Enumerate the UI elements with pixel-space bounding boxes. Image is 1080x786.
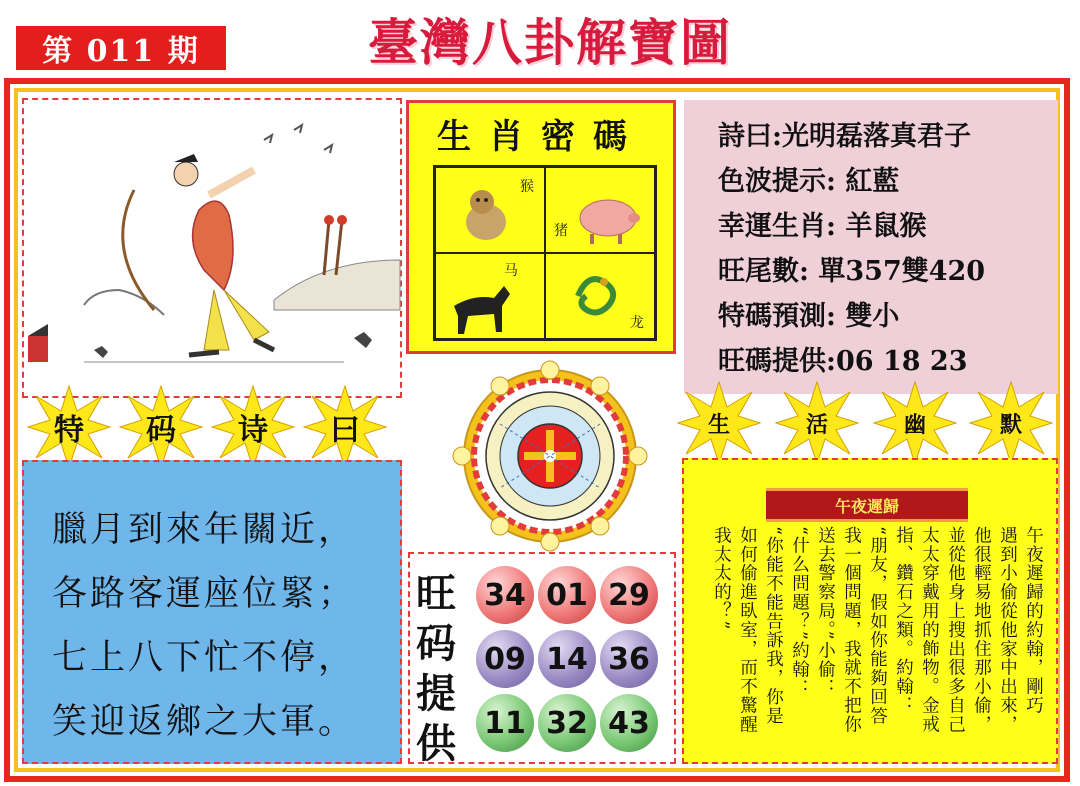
info-line-tail-numbers: 旺尾數: 單357雙420 xyxy=(718,256,986,287)
zodiac-code-box xyxy=(406,100,676,354)
star-badge xyxy=(210,384,296,470)
star-label: 曰 xyxy=(330,413,360,448)
story-column: 我太太的？” xyxy=(711,526,732,631)
monkey-icon xyxy=(454,184,514,244)
story-column: 他很輕易地抓住那小偷， xyxy=(971,526,992,734)
star-label: 诗 xyxy=(238,413,268,448)
pig-icon xyxy=(572,190,642,246)
zodiac-cell-dragon xyxy=(545,253,655,339)
story-column: 太太穿戴用的飾物。金戒 xyxy=(919,526,940,734)
number-ball: 43 xyxy=(600,694,658,752)
story-column: 指、鑽石之類。約翰： xyxy=(893,526,914,715)
page-title: 臺灣八卦解寶圖 xyxy=(368,13,732,72)
story-column: “朋友，假如你能夠回答 xyxy=(867,526,888,726)
number-ball: 11 xyxy=(476,694,534,752)
info-line-lucky-zodiac: 幸運生肖: 羊鼠猴 xyxy=(718,211,927,242)
star-label: 码 xyxy=(146,413,176,448)
dragon-icon xyxy=(568,266,628,322)
number-ball: 09 xyxy=(476,630,534,688)
horse-icon xyxy=(444,276,514,336)
story-column: 遇到小偷從他家中出來， xyxy=(997,526,1018,734)
zodiac-grid xyxy=(433,165,657,341)
zodiac-label: 马 xyxy=(504,263,518,279)
archer-illustration xyxy=(22,98,402,398)
poem-line: 笑迎返鄉之大軍。 xyxy=(52,702,357,742)
poem-line: 各路客運座位緊； xyxy=(52,574,357,614)
info-panel xyxy=(684,100,1058,394)
star-badge xyxy=(118,384,204,470)
star-badge xyxy=(968,380,1054,466)
star-badge xyxy=(26,384,112,470)
number-ball: 14 xyxy=(538,630,596,688)
number-ball: 01 xyxy=(538,566,596,624)
star-label: 幽 xyxy=(903,411,926,438)
poem-line: 七上八下忙不停， xyxy=(52,638,357,678)
star-badge xyxy=(302,384,388,470)
story-column: 並從他身上搜出很多自己 xyxy=(945,526,966,734)
zodiac-title: 生肖密碼 xyxy=(437,117,645,157)
zodiac-label: 龙 xyxy=(630,315,644,331)
star-label: 生 xyxy=(707,411,730,438)
star-badge xyxy=(676,380,762,466)
number-ball: 32 xyxy=(538,694,596,752)
poem-line: 臘月到來年關近， xyxy=(52,510,357,550)
story-column: 送去警察局。”小偷： xyxy=(815,526,836,698)
number-ball: 36 xyxy=(600,630,658,688)
number-ball: 29 xyxy=(600,566,658,624)
info-line-special-prediction: 特碼預測: 雙小 xyxy=(718,301,900,332)
star-badge xyxy=(774,380,860,466)
story-column: “你能不能告訴我，你是 xyxy=(763,526,784,726)
bagua-wheel xyxy=(440,364,660,548)
numbers-label-char: 供 xyxy=(416,720,456,767)
story-column: 我一個問題，我就不把你 xyxy=(841,526,862,734)
issue-label: 第 011 期 xyxy=(16,26,226,70)
numbers-label-char: 提 xyxy=(416,670,456,717)
zodiac-cell-pig xyxy=(545,167,655,253)
archer-icon xyxy=(24,100,400,396)
bagua-wheel-icon xyxy=(440,364,660,548)
numbers-label-char: 旺 xyxy=(416,570,456,617)
zodiac-label: 猪 xyxy=(554,223,568,239)
special-code-poem xyxy=(22,460,402,764)
star-label: 特 xyxy=(54,413,84,448)
star-label: 活 xyxy=(805,411,828,438)
star-badge xyxy=(872,380,958,466)
zodiac-cell-horse xyxy=(435,253,545,339)
story-title: 午夜遲歸 xyxy=(766,488,968,522)
number-ball: 34 xyxy=(476,566,534,624)
zodiac-cell-monkey xyxy=(435,167,545,253)
star-label: 默 xyxy=(999,411,1022,438)
numbers-label-char: 码 xyxy=(416,620,456,667)
info-line-poem: 詩曰:光明磊落真君子 xyxy=(718,121,971,152)
info-line-hot-numbers: 旺碼提供:06 18 23 xyxy=(718,346,968,377)
story-column: 午夜遲歸的約翰，剛巧 xyxy=(1023,526,1044,715)
story-column: 如何偷進臥室，而不驚醒 xyxy=(737,526,758,734)
info-line-color: 色波提示: 紅藍 xyxy=(718,166,900,197)
story-column: “什么問題？”約翰： xyxy=(789,526,810,698)
zodiac-label: 猴 xyxy=(520,179,534,195)
